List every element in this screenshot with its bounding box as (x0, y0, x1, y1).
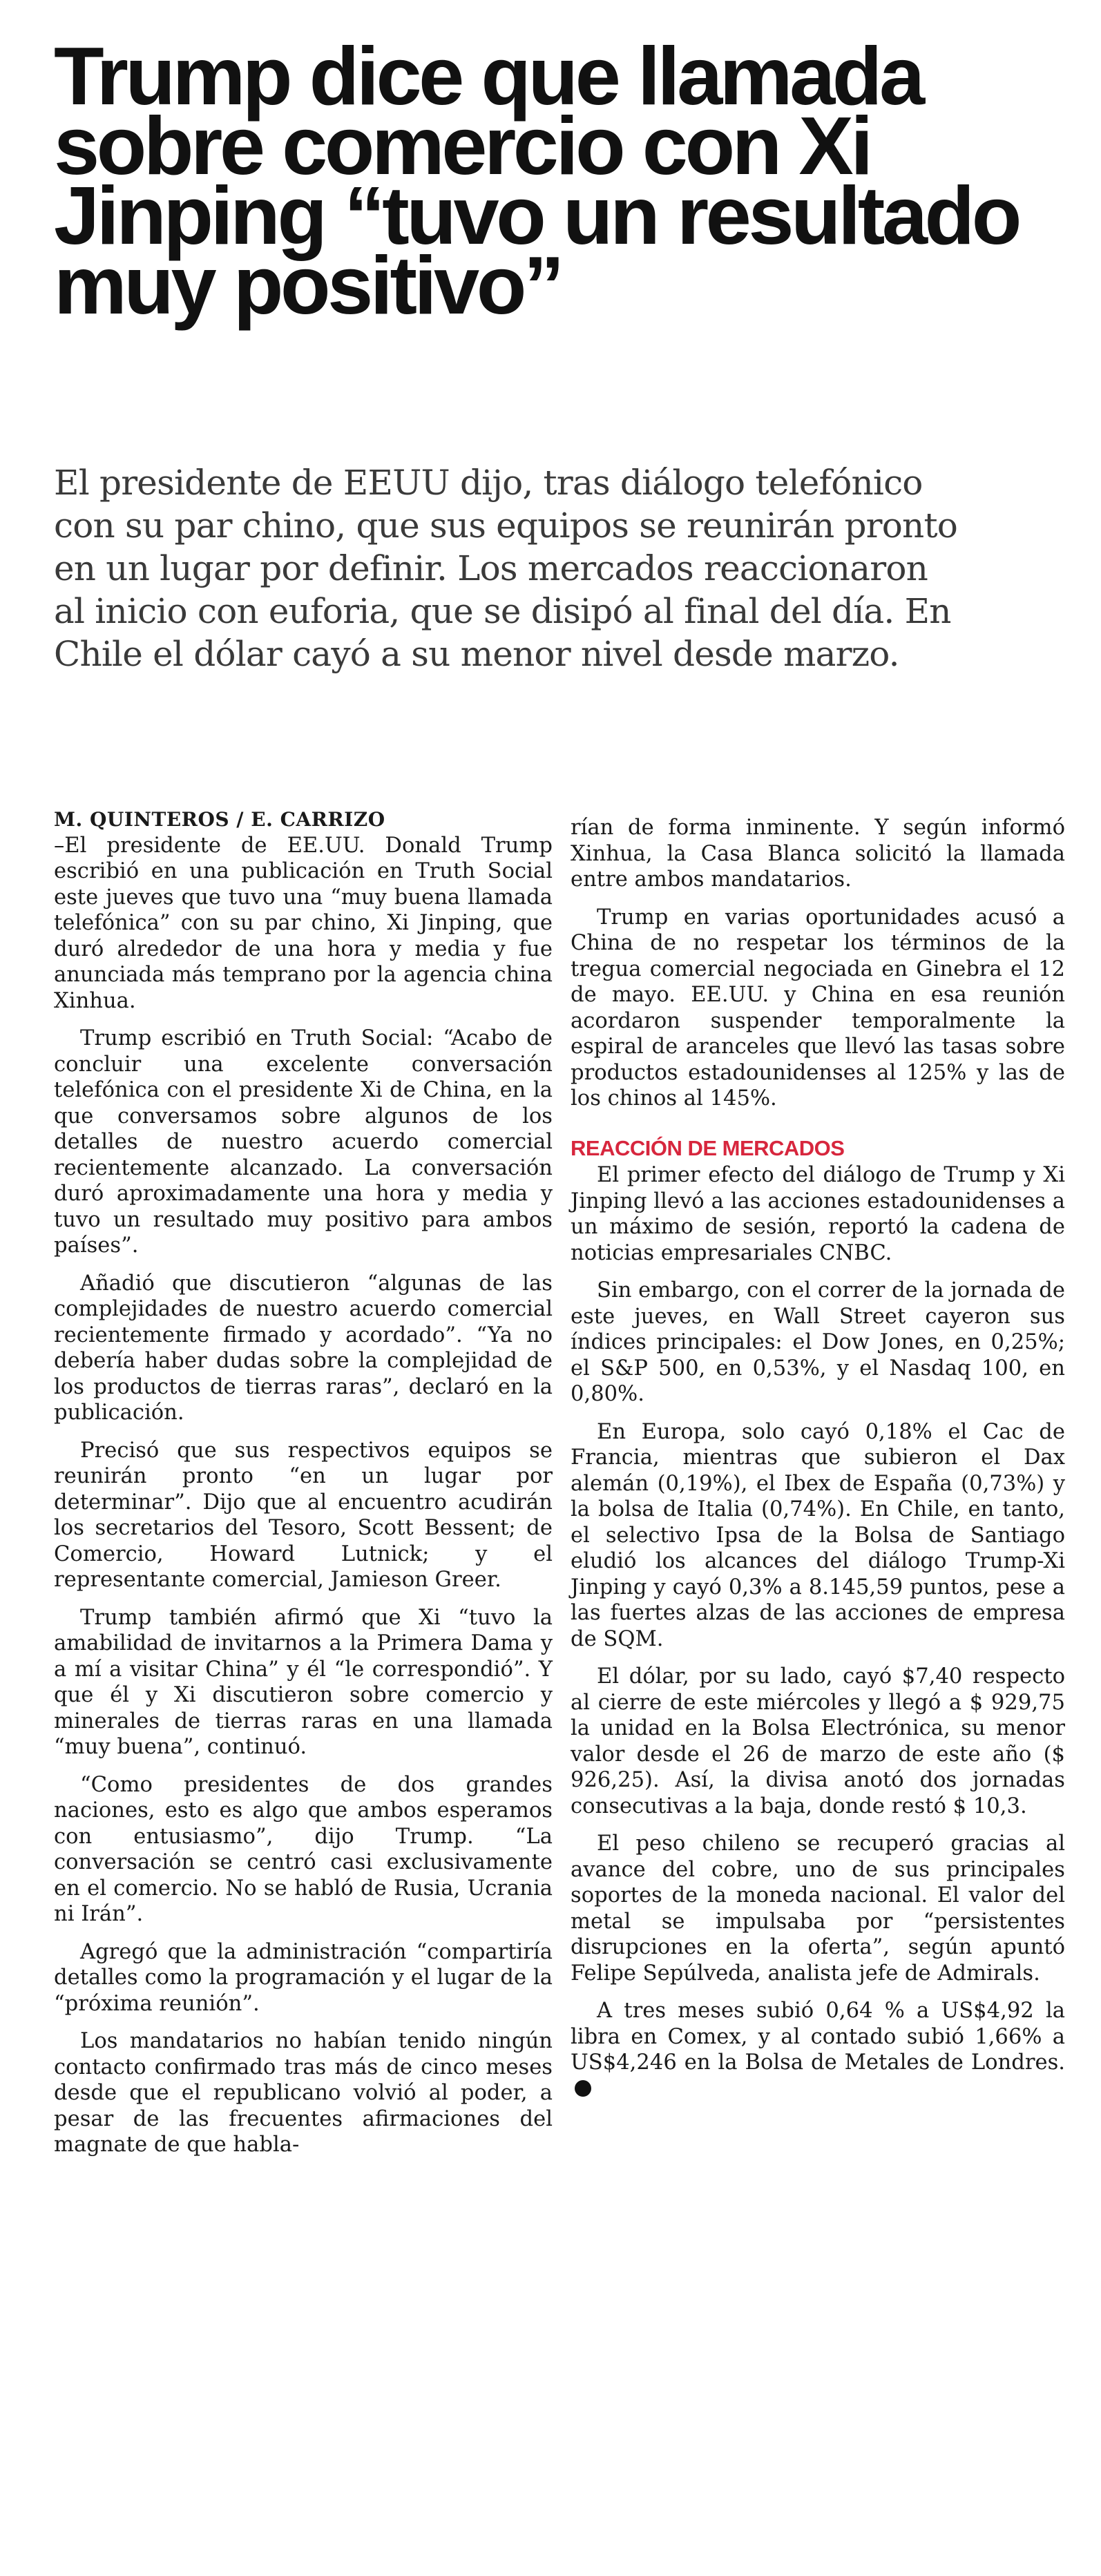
paragraph-final (571, 1998, 1065, 2102)
paragraph: Trump escribió en Truth Social: “Acabo de concluir una excelente conversación telefónica con el presidente Xi de China, en la que conversamos sobre algunos de los detalles de nuestro acuerdo comercial recientemente alcanzado. La conversación duró aproximadamente una hora y media y tuvo un resultado muy positivo para ambos países”. (54, 1026, 553, 1258)
deck-line: en un lugar por definir. Los mercados reaccionaron (54, 548, 928, 588)
byline: M. QUINTEROS / E. CARRIZO (54, 808, 385, 831)
headline-line: sobre comercio con Xi (54, 100, 870, 192)
paragraph: En Europa, solo cayó 0,18% el Cac de Francia, mientras que subieron el Dax alemán (0,19%), el Ibex de España (0,73%) y la bolsa de Italia (0,74%). En Chile, en tanto, el selectivo Ipsa de la Bolsa de Santiago eludió los alcances del diálogo Trump-Xi Jinping y cayó 0,3% a 8.145,59 puntos, pese a las fuertes alzas de las acciones de empresa de SQM. (571, 1419, 1065, 1651)
paragraph-text: A tres meses subió 0,64 % a US$4,92 la libra en Comex, y al contado subió 1,66% a US$4,246 en la Bolsa de Metales de Londres. (571, 1999, 1065, 2075)
paragraph: –El presidente de EE.UU. Donald Trump escribió en una publicación en Truth Social este jueves que tuvo una “muy buena llamada telefónica” con su par chino, Xi Jinping, que duró alrededor de una hora y media y fue anunciada más temprano por la agencia china Xinhua. (54, 833, 553, 1013)
paragraph: Trump también afirmó que Xi “tuvo la amabilidad de invitarnos a la Primera Dama y a mí a visitar China” y él “le correspondió”. Y que él y Xi discutieron sobre comercio y minerales de tierras raras en una llamada “muy buena”, continuó. (54, 1605, 553, 1759)
paragraph: Precisó que sus respectivos equipos se reunirán pronto “en un lugar por determinar”. Dijo que al encuentro acudirán los secretarios del Tesoro, Scott Bessent; de Comercio, Howard Lutnick; y el representante comercial, Jamieson Greer. (54, 1438, 553, 1592)
paragraph: El peso chileno se recuperó gracias al avance del cobre, uno de sus principales soportes de la moneda nacional. El valor del metal se impulsaba por “persistentes disrupciones en la oferta”, según apuntó Felipe Sepúlveda, analista jefe de Admirals. (571, 1832, 1065, 1986)
headline-line: muy positivo” (54, 240, 562, 331)
deck-line: El presidente de EEUU dijo, tras diálogo telefónico (54, 463, 923, 503)
deck-line: con su par chino, que sus equipos se reunirán pronto (54, 506, 958, 546)
paragraph: El primer efecto del diálogo de Trump y Xi Jinping llevó a las acciones estadounidenses a un máximo de sesión, reportó la cadena de noticias empresariales CNBC. (571, 1163, 1065, 1265)
paragraph: Agregó que la administración “compartiría detalles como la programación y el lugar de la “próxima reunión”. (54, 1939, 553, 2016)
end-mark-icon: P (575, 2080, 591, 2097)
paragraph: Los mandatarios no habían tenido ningún contacto confirmado tras más de cinco meses desde que el republicano volvió al poder, a pesar de las frecuentes afirmaciones del magnate de que habla- (54, 2029, 553, 2157)
headline-line: Trump dice que llamada (54, 30, 922, 122)
paragraph: Trump en varias oportunidades acusó a China de no respetar los términos de la tregua comercial negociada en Ginebra el 12 de mayo. EE.UU. y China en esa reunión acordaron suspender temporalmente la espiral de aranceles que llevó las tasas sobre productos estadounidenses al 125% y las de los chinos al 145%. (571, 905, 1065, 1111)
right-column (571, 815, 1065, 2113)
section-subhead: REACCIÓN DE MERCADOS (571, 1135, 845, 1160)
paragraph: Sin embargo, con el correr de la jornada de este jueves, en Wall Street cayeron sus índices principales: el Dow Jones, en 0,25%; el S&P 500, en 0,53%, y el Nasdaq 100, en 0,80%. (571, 1278, 1065, 1406)
headline (54, 30, 1049, 331)
deck-line: Chile el dólar cayó a su menor nivel desde marzo. (54, 634, 899, 674)
paragraph: El dólar, por su lado, cayó $7,40 respecto al cierre de este miércoles y llegó a $ 929,75 la unidad en la Bolsa Electrónica, su menor valor desde el 26 de marzo de este año ($ 926,25). Así, la divisa anotó dos jornadas consecutivas a la baja, donde restó $ 10,3. (571, 1664, 1065, 1818)
deck-line: al inicio con euforia, que se disipó al final del día. En (54, 591, 951, 631)
paragraph: rían de forma inminente. Y según informó Xinhua, la Casa Blanca solicitó la llamada entre ambos mandatarios. (571, 816, 1065, 892)
paragraph: Añadió que discutieron “algunas de las complejidades de nuestro acuerdo comercial recientemente firmado y acordado”. “Ya no debería haber dudas sobre la complejidad de los productos de tierras raras”, declaró en la publicación. (54, 1271, 553, 1425)
paragraph: “Como presidentes de dos grandes naciones, esto es algo que ambos esperamos con entusiasmo”, dijo Trump. “La conversación se centró casi exclusivamente en el comercio. No se habló de Rusia, Ucrania ni Irán”. (54, 1772, 553, 1926)
deck-summary (54, 461, 1049, 675)
headline-line: Jinping “tuvo un resultado (54, 170, 1019, 262)
left-column (54, 807, 553, 2170)
